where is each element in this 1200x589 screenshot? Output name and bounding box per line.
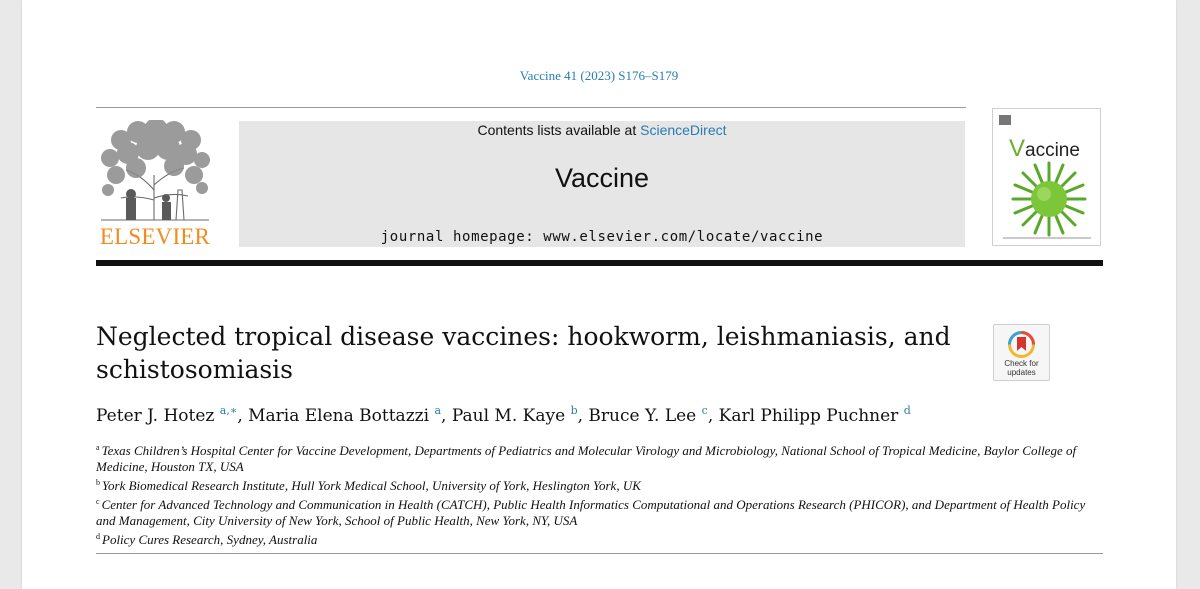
author-affiliation-ref[interactable]: b [570, 404, 578, 417]
journal-citation-link[interactable]: Vaccine 41 (2023) S176–S179 [519, 68, 679, 83]
header-divider [96, 107, 966, 108]
check-for-updates-button[interactable] [993, 324, 1050, 381]
affiliations-divider [96, 553, 1103, 554]
sciencedirect-link[interactable]: ScienceDirect [640, 122, 727, 138]
affiliation-item: $^a$ Texas Children’s Hospital Center for Vaccine Development, Departments of Pediatrics and Molecular Virology and Microbiology, National School of Tropical Medicine, Baylor College of Medicine, Houston TX, USA [96, 443, 1077, 474]
author-name[interactable]: Karl Philipp Puchner [718, 406, 899, 426]
journal-title: Vaccine [554, 163, 650, 193]
author-name[interactable]: Paul M. Kaye [451, 406, 566, 426]
check-for-updates-label: Check for updates [1004, 359, 1039, 377]
cover-title: Vaccine [1009, 135, 1080, 162]
author-affiliation-ref[interactable]: a [434, 404, 442, 417]
contents-prefix: Contents lists available at [477, 122, 641, 138]
author-name[interactable]: Maria Elena Bottazzi [248, 406, 430, 426]
masthead-bottom-rule [96, 260, 1103, 266]
crossmark-icon [1008, 331, 1035, 358]
author-list: Peter J. Hotez $^{a,∗}$, Maria Elena Bottazzi $^a$, Paul M. Kaye $^b$, Bruce Y. Lee $^c$, Karl Philipp Puchner $^d$ [96, 404, 911, 426]
author-affiliation-ref[interactable]: d [903, 404, 911, 417]
virus-icon [1011, 161, 1087, 237]
author-name[interactable]: Bruce Y. Lee [588, 406, 697, 426]
contents-line [239, 122, 965, 138]
author-affiliation-ref[interactable]: a,∗ [219, 404, 238, 417]
affiliation-item: $^b$ York Biomedical Research Institute, Hull York Medical School, University of York, Heslington York, UK [96, 478, 641, 493]
journal-cover-thumbnail[interactable] [992, 108, 1101, 246]
journal-homepage-link[interactable]: journal homepage: www.elsevier.com/locate/vaccine [380, 229, 824, 245]
affiliation-list [96, 440, 1106, 548]
cover-footer-line [1003, 237, 1091, 239]
publisher-mark-icon [999, 115, 1011, 125]
elsevier-logo[interactable] [96, 120, 214, 250]
elsevier-tree-icon [96, 120, 214, 224]
article-title: Neglected tropical disease vaccines: hookworm, leishmaniasis, and schistosomiasis [96, 322, 951, 384]
affiliation-item: $^d$ Policy Cures Research, Sydney, Australia [96, 532, 318, 547]
elsevier-wordmark: ELSEVIER [99, 224, 211, 249]
author-name[interactable]: Peter J. Hotez [96, 406, 215, 426]
author-affiliation-ref[interactable]: c [701, 404, 708, 417]
affiliation-item: $^c$ Center for Advanced Technology and Communication in Health (CATCH), Public Health Informatics Computational and Operations Research (PHICOR), and Department of Health Policy and Management, City University of New York, School of Public Health, New York, NY, USA [96, 497, 1086, 528]
article-page [22, 0, 1176, 589]
journal-masthead [239, 121, 965, 247]
